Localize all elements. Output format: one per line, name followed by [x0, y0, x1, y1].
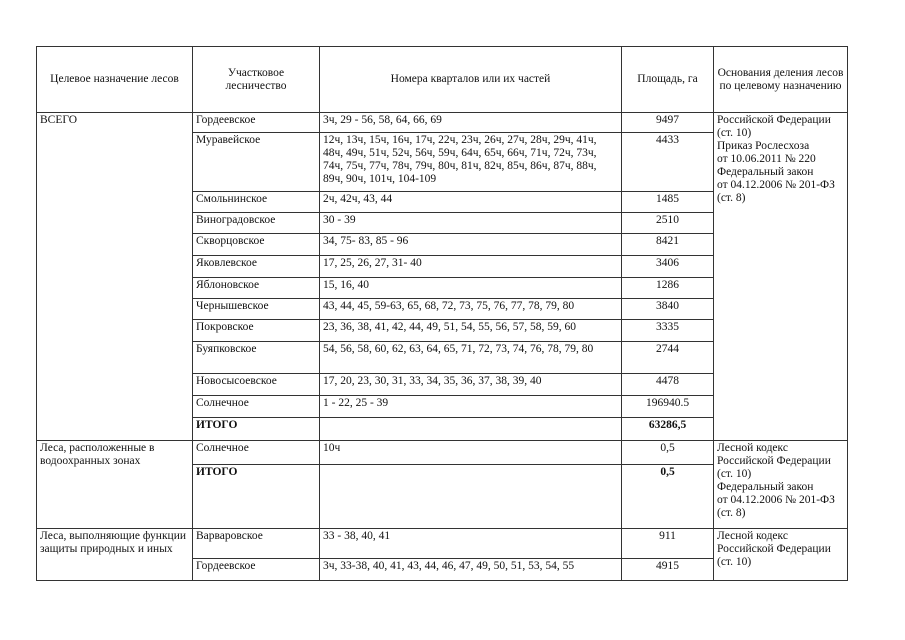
- quarters-cell: 2ч, 42ч, 43, 44: [320, 192, 622, 213]
- basis-line: Российской Федерации: [717, 114, 831, 126]
- district-cell: Муравейское: [193, 133, 320, 192]
- district-cell: Новосысоевское: [193, 374, 320, 396]
- district-cell: Смольнинское: [193, 192, 320, 213]
- basis-line: (ст. 10): [717, 468, 752, 480]
- area-cell: 4478: [622, 374, 714, 396]
- quarters-cell: [320, 465, 622, 529]
- area-cell: 9497: [622, 113, 714, 133]
- basis-line: (ст. 10): [717, 127, 752, 139]
- quarters-cell: 12ч, 13ч, 15ч, 16ч, 17ч, 22ч, 23ч, 26ч, 27ч, 28ч, 29ч, 41ч, 48ч, 49ч, 51ч, 52ч, 56ч, 59ч, 64ч, 65ч, 66ч, 71ч, 72ч, 73ч, 74ч, 75ч, 77ч, 78ч, 79ч, 80ч, 81ч, 82ч, 85ч, 86ч, 87ч, 88ч, 89ч, 90ч, 101ч, 104-109: [320, 133, 622, 192]
- basis-line: (ст. 10): [717, 556, 752, 568]
- quarters-cell: 23, 36, 38, 41, 42, 44, 49, 51, 54, 55, 56, 57, 58, 59, 60: [320, 320, 622, 342]
- basis-line: Российской Федерации: [717, 543, 831, 555]
- area-cell: 1485: [622, 192, 714, 213]
- quarters-cell: 3ч, 33-38, 40, 41, 43, 44, 46, 47, 49, 50, 51, 53, 54, 55: [320, 559, 622, 581]
- quarters-cell: 10ч: [320, 441, 622, 465]
- area-cell: 0,5: [622, 441, 714, 465]
- forest-purpose-table: [36, 46, 848, 581]
- district-cell: Скворцовское: [193, 234, 320, 256]
- basis-line: (ст. 8): [717, 192, 746, 204]
- quarters-cell: 43, 44, 45, 59-63, 65, 68, 72, 73, 75, 76, 77, 78, 79, 80: [320, 299, 622, 320]
- purpose-cell: ВСЕГО: [37, 113, 193, 441]
- header-purpose: Целевое назначение лесов: [37, 47, 193, 113]
- district-cell: Варваровское: [193, 529, 320, 559]
- total-label: ИТОГО: [193, 465, 320, 529]
- district-cell: Чернышевское: [193, 299, 320, 320]
- basis-cell: [714, 441, 848, 529]
- district-cell: Солнечное: [193, 396, 320, 418]
- quarters-cell: 17, 25, 26, 27, 31- 40: [320, 256, 622, 278]
- quarters-cell: 30 - 39: [320, 213, 622, 234]
- basis-line: от 10.06.2011 № 220: [717, 153, 816, 165]
- table-row: [37, 441, 848, 465]
- basis-line: Приказ Рослесхоза: [717, 140, 810, 152]
- basis-line: Российской Федерации: [717, 455, 831, 467]
- header-area: Площадь, га: [622, 47, 714, 113]
- basis-line: от 04.12.2006 № 201-ФЗ: [717, 494, 835, 506]
- table-row: [37, 113, 848, 133]
- quarters-cell: 34, 75- 83, 85 - 96: [320, 234, 622, 256]
- district-cell: Буяпковское: [193, 342, 320, 374]
- area-cell: 2510: [622, 213, 714, 234]
- table-row: [37, 529, 848, 559]
- quarters-cell: 15, 16, 40: [320, 278, 622, 299]
- district-cell: Виноградовское: [193, 213, 320, 234]
- district-cell: Гордеевское: [193, 113, 320, 133]
- district-cell: Яблоновское: [193, 278, 320, 299]
- basis-cell: [714, 113, 848, 441]
- district-cell: Солнечное: [193, 441, 320, 465]
- area-cell: 4433: [622, 133, 714, 192]
- district-cell: Яковлевское: [193, 256, 320, 278]
- area-cell: 3406: [622, 256, 714, 278]
- quarters-cell: 54, 56, 58, 60, 62, 63, 64, 65, 71, 72, 73, 74, 76, 78, 79, 80: [320, 342, 622, 374]
- basis-line: (ст. 8): [717, 507, 746, 519]
- basis-line: Лесной кодекс: [717, 442, 788, 454]
- quarters-cell: 3ч, 29 - 56, 58, 64, 66, 69: [320, 113, 622, 133]
- district-cell: Гордеевское: [193, 559, 320, 581]
- basis-line: Федеральный закон: [717, 481, 814, 493]
- area-cell: 2744: [622, 342, 714, 374]
- total-area: 0,5: [622, 465, 714, 529]
- basis-line: Федеральный закон: [717, 166, 814, 178]
- area-cell: 3335: [622, 320, 714, 342]
- quarters-cell: [320, 418, 622, 441]
- basis-line: Лесной кодекс: [717, 530, 788, 542]
- area-cell: 8421: [622, 234, 714, 256]
- purpose-cell: Леса, расположенные в водоохранных зонах: [37, 441, 193, 529]
- purpose-cell: Леса, выполняющие функции защиты природных и иных: [37, 529, 193, 581]
- quarters-cell: 17, 20, 23, 30, 31, 33, 34, 35, 36, 37, 38, 39, 40: [320, 374, 622, 396]
- quarters-cell: 1 - 22, 25 - 39: [320, 396, 622, 418]
- total-area: 63286,5: [622, 418, 714, 441]
- area-cell: 196940.5: [622, 396, 714, 418]
- header-district: Участковое лесничество: [193, 47, 320, 113]
- basis-line: от 04.12.2006 № 201-ФЗ: [717, 179, 835, 191]
- area-cell: 3840: [622, 299, 714, 320]
- header-basis: Основания деления лесов по целевому назначению: [714, 47, 848, 113]
- header-row: [37, 47, 848, 113]
- area-cell: 4915: [622, 559, 714, 581]
- district-cell: Покровское: [193, 320, 320, 342]
- quarters-cell: 33 - 38, 40, 41: [320, 529, 622, 559]
- header-quarters: Номера кварталов или их частей: [320, 47, 622, 113]
- area-cell: 911: [622, 529, 714, 559]
- basis-cell: [714, 529, 848, 581]
- total-label: ИТОГО: [193, 418, 320, 441]
- area-cell: 1286: [622, 278, 714, 299]
